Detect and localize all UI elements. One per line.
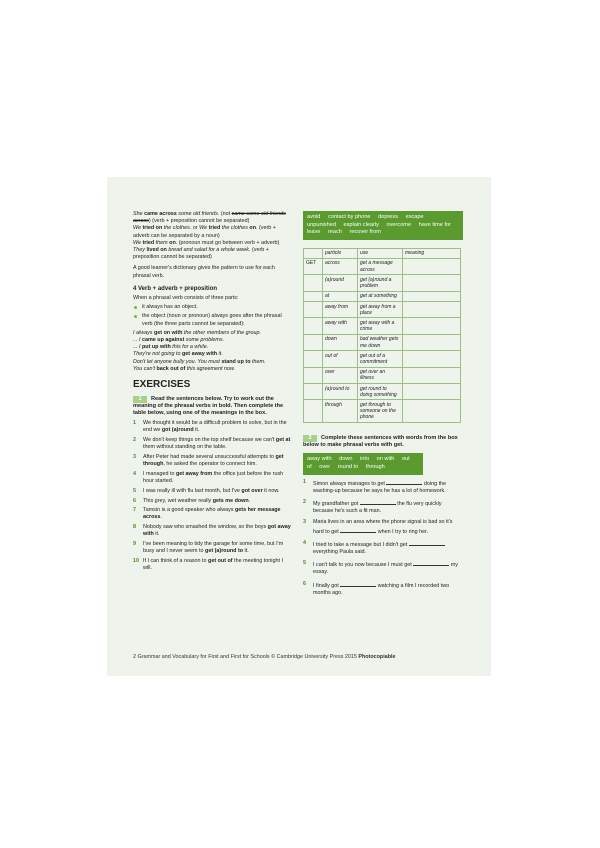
- sentence-end: everything Paula said.: [313, 549, 367, 556]
- grammar-example-line: [133, 240, 293, 247]
- table-row: [304, 318, 461, 334]
- section-heading: 4 Verb + adverb + preposition: [133, 285, 218, 292]
- exercise-item: [133, 454, 293, 468]
- text-run: ) (verb + preposition cannot be separated): [148, 218, 250, 225]
- table-cell: [304, 302, 323, 318]
- item-number: 4: [133, 470, 136, 477]
- text-run: get away from: [175, 470, 213, 477]
- exercise-item: [133, 437, 293, 451]
- table-cell: get a message across: [358, 258, 403, 274]
- table-cell: (a)round: [323, 275, 358, 291]
- exercise-item: [303, 581, 463, 597]
- item-number: 7: [133, 507, 136, 514]
- exercise-item: [303, 540, 463, 556]
- table-row: [304, 291, 461, 301]
- text-run: get at: [275, 437, 291, 444]
- text-run: get out of: [208, 557, 233, 564]
- text-run: She: [133, 211, 145, 217]
- box-word: away with: [307, 456, 332, 463]
- item-number: 5: [303, 560, 306, 567]
- grammar-example-line: [133, 225, 293, 239]
- examples-block: [133, 330, 293, 373]
- sentence-end: watching a film I recorded two months ago.: [313, 582, 450, 596]
- exercise-1-instruction-text: Read the sentences below. Try to work out the meaning of the phrasal verbs in bold. Then complete the table below, using one of the meanings in the box.: [133, 396, 284, 417]
- text-run: it.: [193, 427, 200, 434]
- sentence-start: I can't talk to you now because I must get: [313, 562, 412, 569]
- example-sentence: [133, 351, 293, 358]
- answer-blank[interactable]: [340, 527, 376, 533]
- table-header-cell: particle: [323, 248, 358, 258]
- table-row: [304, 400, 461, 423]
- table-row: [304, 384, 461, 400]
- text-run: . (pronoun must go between verb + adverb): [175, 239, 280, 246]
- table-cell: [403, 384, 461, 400]
- table-cell: [403, 291, 461, 301]
- text-run: came up against: [142, 337, 185, 344]
- answer-blank[interactable]: [413, 560, 449, 566]
- table-cell: [403, 258, 461, 274]
- answer-blank[interactable]: [360, 499, 396, 505]
- table-cell: bad weather gets me down: [358, 334, 403, 350]
- table-cell: out of: [323, 351, 358, 367]
- text-run: some old friends: [176, 211, 218, 217]
- table-header-row: [304, 248, 461, 258]
- table-cell: [304, 351, 323, 367]
- text-run: get (a)round to: [205, 548, 244, 555]
- example-sentence: [133, 366, 293, 373]
- table-cell: get round to doing something: [358, 384, 403, 400]
- table-cell: get (a)round a problem: [358, 275, 403, 291]
- text-run: gets me down: [212, 497, 249, 504]
- table-cell: get at something: [358, 291, 403, 301]
- exercise-2-instruction: [303, 435, 463, 449]
- text-run: get on with: [153, 329, 183, 336]
- sentence-end: when I try to ring her.: [377, 528, 429, 535]
- table-cell: [304, 384, 323, 400]
- table-cell: get away from a place: [358, 302, 403, 318]
- box-word: overcome: [386, 221, 412, 228]
- item-number: 5: [133, 487, 136, 494]
- meanings-box: [303, 211, 463, 240]
- exercise-number-badge: 2: [303, 435, 317, 442]
- box-word: into: [360, 456, 370, 463]
- table-cell: through: [323, 400, 358, 423]
- workbook-page: [107, 177, 491, 676]
- exercise-1-instruction: [133, 396, 293, 418]
- item-number: 2: [303, 499, 306, 506]
- table-cell: [304, 334, 323, 350]
- text-run: it.: [243, 548, 249, 555]
- exercise-item: [133, 507, 293, 521]
- sentence-start: Maria lives in an area where the phone signal is bad so it's hard to get: [313, 519, 453, 535]
- text-run: got (a)round: [161, 427, 194, 434]
- table-cell: [304, 275, 323, 291]
- text-run: If I can think of a reason to: [143, 557, 209, 564]
- item-number: 9: [133, 541, 136, 548]
- text-run: lived on: [146, 247, 167, 254]
- answer-blank[interactable]: [386, 479, 422, 485]
- exercise-item: [133, 488, 293, 495]
- table-cell: [403, 351, 461, 367]
- table-cell: [403, 367, 461, 383]
- table-cell: [403, 275, 461, 291]
- text-run: came across: [144, 211, 177, 217]
- sentence-start: Simon always manages to get: [313, 480, 385, 487]
- item-number: 3: [133, 453, 136, 460]
- answer-blank[interactable]: [409, 540, 445, 546]
- box-word: explain clearly: [343, 221, 379, 228]
- sentence-start: I tried to take a message but I didn't get: [313, 541, 408, 548]
- text-run: them without standing on the table.: [143, 444, 227, 451]
- left-column: [133, 211, 293, 572]
- page-footer: [133, 654, 396, 661]
- text-run: . (verb + preposition cannot be separated): [133, 247, 269, 261]
- box-word: contact by phone: [327, 214, 371, 220]
- table-cell: (a)round to: [323, 384, 358, 400]
- box-word: escape unpunished: [307, 214, 424, 228]
- text-run: this for a while.: [170, 344, 209, 351]
- text-run: get through: [143, 453, 284, 468]
- table-row: [304, 302, 461, 318]
- text-run: got away with: [143, 524, 291, 538]
- grammar-intro: [133, 211, 293, 261]
- text-run: ... I: [133, 337, 142, 344]
- table-cell: [304, 318, 323, 334]
- phrasal-verbs-table: [303, 248, 461, 423]
- text-run: . (not: [217, 211, 232, 217]
- text-run: You can't: [133, 365, 157, 372]
- example-sentence: [133, 344, 293, 351]
- right-column: [303, 211, 463, 597]
- exercise-item: [133, 524, 293, 538]
- text-run: the clothes: [220, 225, 250, 232]
- exercise-2-list: [303, 479, 463, 597]
- table-cell: away with: [323, 318, 358, 334]
- exercise-item: [303, 479, 463, 495]
- exercises-heading: EXERCISES: [133, 379, 191, 391]
- text-run: We: [133, 239, 143, 246]
- sentence-end: doing the washing-up because he says he has a lot of homework.: [313, 480, 447, 494]
- text-run: put up with: [142, 344, 171, 351]
- table-row: [304, 258, 461, 274]
- table-cell: away from: [323, 302, 358, 318]
- text-run: it.: [217, 351, 223, 358]
- text-run: They're not going to: [133, 351, 182, 358]
- text-run: it now.: [262, 487, 280, 494]
- table-cell: [304, 367, 323, 383]
- text-run: tried on: [142, 225, 163, 232]
- text-run: them: [154, 239, 170, 246]
- table-cell: [403, 400, 461, 423]
- table-cell: get through to someone on the phone: [358, 400, 403, 423]
- text-run: back out of: [156, 365, 186, 372]
- table-cell: get over an illness: [358, 367, 403, 383]
- text-run: , he asked the operator to connect him.: [163, 461, 257, 468]
- particles-box: [303, 453, 423, 474]
- exercise-2-instruction-text: Complete these sentences with words from the box below to make phrasal verbs with get.: [303, 435, 458, 449]
- sentence-start: My grandfather got: [313, 501, 359, 508]
- sentence-end: my essay.: [313, 562, 458, 576]
- exercise-number-badge: 1: [133, 396, 147, 403]
- text-run: this agreement now.: [185, 365, 236, 372]
- text-run: .: [248, 497, 251, 504]
- item-number: 6: [133, 497, 136, 504]
- table-row: [304, 351, 461, 367]
- section-intro: When a phrasal verb consists of three parts:: [133, 295, 239, 302]
- box-word: recover from: [349, 229, 381, 236]
- text-run: Nobody saw who smashed the window, so the boys: [143, 524, 268, 531]
- item-number: 4: [303, 539, 306, 546]
- table-cell: [304, 400, 323, 423]
- table-cell: [304, 291, 323, 301]
- box-word: through: [365, 464, 385, 471]
- item-number: 2: [133, 437, 136, 444]
- exercise-item: [303, 560, 463, 576]
- table-row: [304, 334, 461, 350]
- example-sentence: [133, 337, 293, 344]
- text-run: the meeting tonight I will.: [143, 557, 283, 572]
- text-run: tried: [142, 239, 155, 246]
- text-run: the clothes: [162, 225, 190, 232]
- table-cell: [403, 302, 461, 318]
- table-cell: down: [323, 334, 358, 350]
- text-run: . or: [189, 225, 200, 232]
- text-run: got over: [241, 487, 263, 494]
- exercise-item: [133, 471, 293, 485]
- table-header-cell: use: [358, 248, 403, 258]
- sentence-start: I finally got: [313, 582, 339, 589]
- exercise-item: [303, 499, 463, 515]
- text-run: After Peter had made several unsuccessful attempts to: [143, 453, 276, 460]
- grammar-example-line: [133, 211, 293, 225]
- text-run: ... I: [133, 344, 142, 351]
- rules-list: [133, 304, 293, 328]
- text-run: They: [133, 247, 147, 254]
- exercise-item: [133, 420, 293, 434]
- rule-bullet: the object (noun or pronoun) always goes after the phrasal verb (the three parts cannot be separated):: [133, 313, 293, 327]
- answer-blank[interactable]: [340, 581, 376, 587]
- text-run: get away with: [181, 351, 218, 358]
- table-cell: over: [323, 367, 358, 383]
- text-run: I've been meaning to tidy the garage for some time, but I'm busy and I never seem to: [143, 541, 284, 555]
- text-run: stand up to: [221, 358, 251, 365]
- text-run: We don't keep things on the top shelf because we can't: [143, 437, 276, 444]
- grammar-example-line: [133, 247, 293, 261]
- exercise-item: [133, 558, 293, 572]
- text-run: We: [199, 225, 209, 232]
- box-word: reach: [327, 229, 342, 236]
- exercise-item: [303, 519, 463, 535]
- box-word: over: [319, 464, 331, 471]
- table-cell: get out of a commitment: [358, 351, 403, 367]
- text-run: the other members of the group.: [182, 329, 261, 336]
- photocopiable-label: Photocopiable: [358, 654, 396, 660]
- table-cell: at: [323, 291, 358, 301]
- item-number: 10: [133, 557, 139, 564]
- text-run: Tamsin is a good speaker who always: [143, 507, 235, 514]
- text-run: tried: [208, 225, 221, 232]
- text-run: them.: [250, 358, 266, 365]
- item-number: 3: [303, 519, 306, 526]
- box-word: down: [339, 456, 353, 463]
- table-cell: across: [323, 258, 358, 274]
- table-row: [304, 367, 461, 383]
- table-cell: GET: [304, 258, 323, 274]
- table-row: [304, 275, 461, 291]
- text-run: We: [133, 225, 143, 232]
- text-run: the office just before the rush hour started.: [143, 470, 284, 485]
- table-cell: [403, 334, 461, 350]
- text-run: Don't let anyone bully you. You must: [133, 358, 222, 365]
- item-number: 6: [303, 580, 306, 587]
- box-word: out of: [307, 456, 410, 471]
- text-run: This grey, wet weather really: [143, 497, 213, 504]
- text-run: I was really ill with flu last month, but I've: [143, 487, 242, 494]
- text-run: . (verb + adverb can be separated by a noun): [133, 225, 276, 239]
- sentence-end: the flu very quickly because he's such a fit man.: [313, 501, 442, 515]
- table-cell: get away with a crime: [358, 318, 403, 334]
- text-run: on: [169, 239, 176, 246]
- text-run: I managed to: [143, 470, 176, 477]
- text-run: I always: [133, 329, 154, 336]
- item-number: 1: [303, 478, 306, 485]
- dictionary-note: A good learner's dictionary gives the pattern to use for each phrasal verb.: [133, 265, 275, 279]
- footer-text: 2 Grammar and Vocabulary for First and First for Schools © Cambridge University Press 2015: [133, 654, 359, 660]
- exercise-item: [133, 498, 293, 505]
- text-run: .: [160, 514, 162, 521]
- box-word: on with: [376, 456, 395, 463]
- exercise-item: [133, 541, 293, 555]
- text-run: gets her message across: [143, 507, 281, 521]
- item-number: 1: [133, 420, 136, 427]
- box-word: round to: [337, 464, 359, 471]
- text-run: some problems.: [184, 337, 225, 344]
- table-header-cell: [304, 248, 323, 258]
- box-word: avoid: [307, 214, 321, 220]
- table-cell: [403, 318, 461, 334]
- box-word: depress: [378, 214, 399, 220]
- item-number: 8: [133, 524, 136, 531]
- box-word: leave: [307, 229, 321, 236]
- box-word: have time for: [418, 221, 451, 228]
- text-run: bread and salad for a whole week: [166, 247, 249, 254]
- text-run: We thought it would be a difficult problem to solve, but in the end we: [143, 420, 287, 434]
- rule-bullet: it always has an object.: [133, 304, 293, 311]
- text-run: on: [249, 225, 256, 232]
- example-sentence: [133, 359, 293, 366]
- example-sentence: [133, 330, 293, 337]
- text-run: came some old friends across: [133, 211, 286, 225]
- exercise-1-list: [133, 420, 293, 572]
- text-run: it.: [153, 531, 160, 538]
- table-header-cell: meaning: [403, 248, 461, 258]
